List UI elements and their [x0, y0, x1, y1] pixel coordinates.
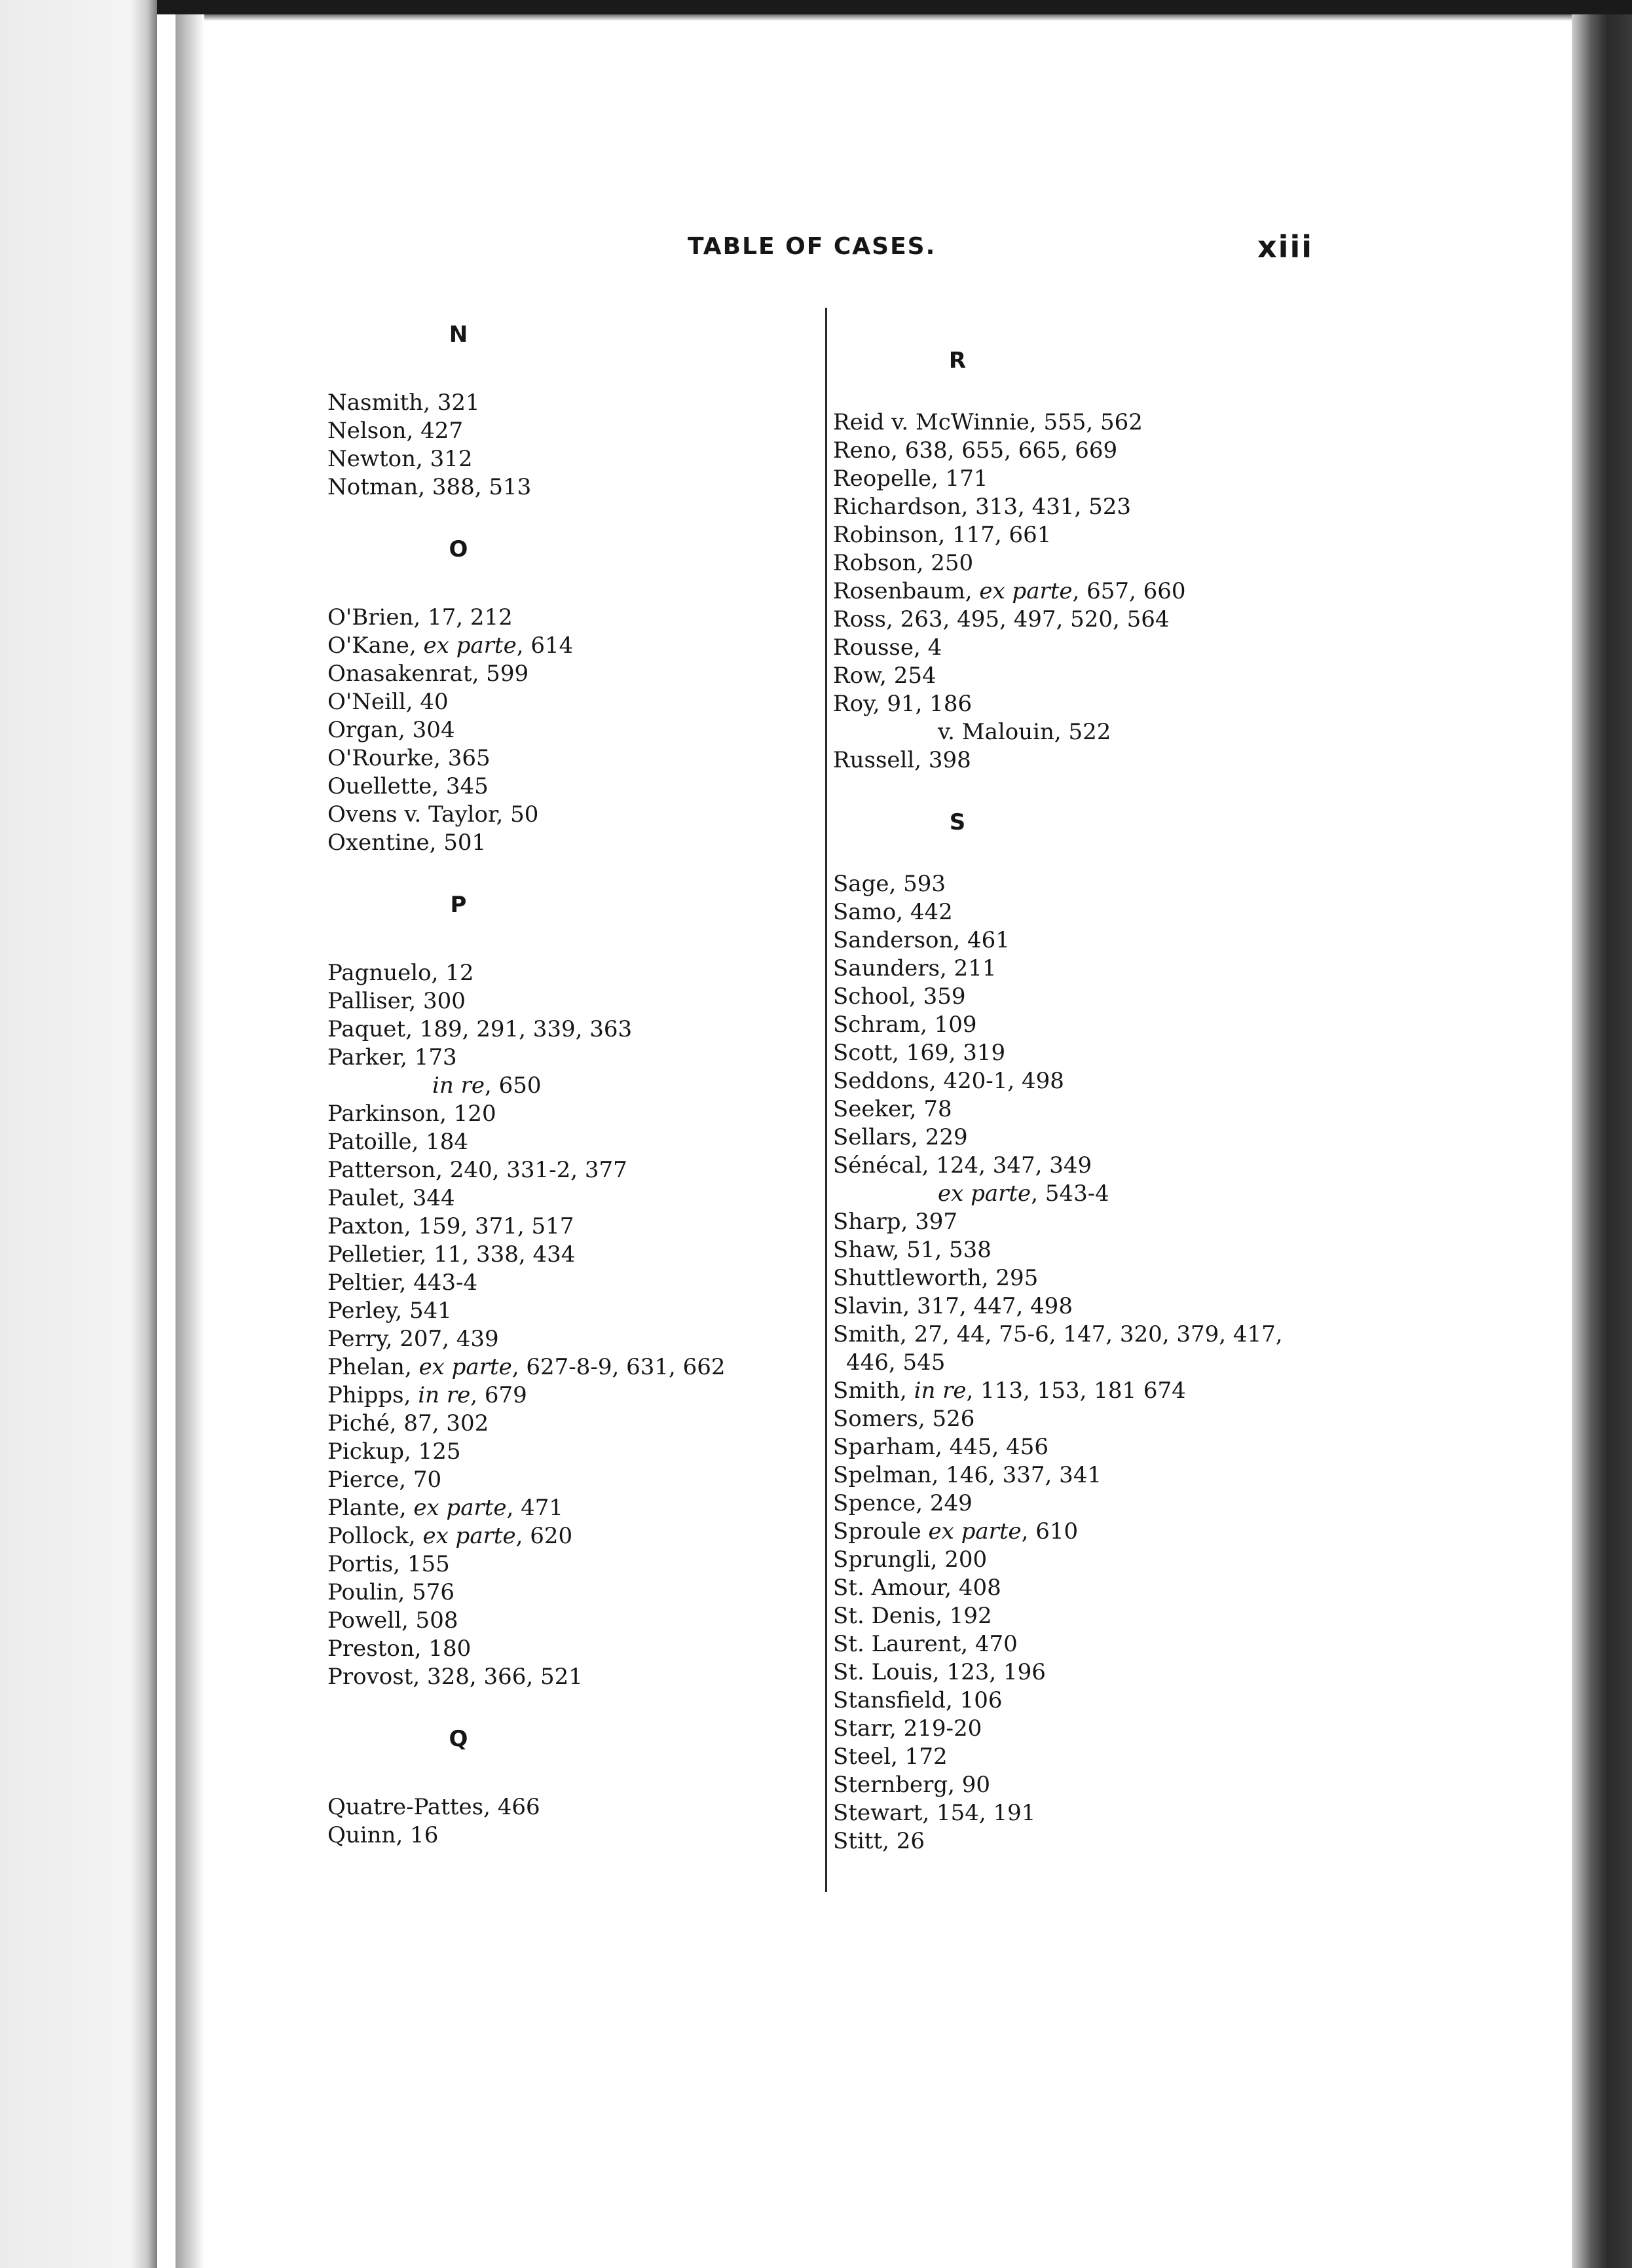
- index-entry: Phipps, in re, 679: [327, 1382, 527, 1408]
- index-entry: Reopelle, 171: [833, 466, 988, 492]
- index-entry: Paquet, 189, 291, 339, 363: [327, 1016, 633, 1042]
- index-entry: Shuttleworth, 295: [833, 1265, 1039, 1291]
- index-entry: O'Neill, 40: [327, 689, 449, 715]
- index-entry: Spelman, 146, 337, 341: [833, 1462, 1102, 1488]
- index-entry: O'Brien, 17, 212: [327, 604, 513, 631]
- index-entry: Pagnuelo, 12: [327, 960, 474, 986]
- index-entry: O'Rourke, 365: [327, 745, 491, 771]
- right-column: [833, 347, 1331, 1856]
- index-entry: Samo, 442: [833, 899, 953, 925]
- index-entry: Parkinson, 120: [327, 1101, 496, 1127]
- index-entry: Patoille, 184: [327, 1129, 469, 1155]
- index-entry: St. Louis, 123, 196: [833, 1659, 1046, 1685]
- index-entry: Portis, 155: [327, 1551, 450, 1577]
- column-divider: [825, 308, 827, 1892]
- index-entry: Sharp, 397: [833, 1209, 957, 1235]
- index-entry: Provost, 328, 366, 521: [327, 1664, 583, 1690]
- index-entry: Seeker, 78: [833, 1096, 952, 1122]
- index-entry: Poulin, 576: [327, 1579, 455, 1605]
- index-entry: Pollock, ex parte, 620: [327, 1523, 573, 1549]
- index-entry: Pickup, 125: [327, 1438, 461, 1465]
- index-entry: Nasmith, 321: [327, 390, 480, 416]
- index-entry: v. Malouin, 522: [938, 719, 1111, 745]
- index-section: [327, 1725, 812, 1850]
- index-entry: Newton, 312: [327, 446, 473, 472]
- index-entry: Starr, 219-20: [833, 1715, 982, 1742]
- index-entry: Parker, 173: [327, 1044, 457, 1070]
- section-letter: R: [948, 348, 967, 374]
- section-letter: O: [449, 536, 468, 562]
- index-entry: Perry, 207, 439: [327, 1326, 499, 1352]
- index-entry: Plante, ex parte, 471: [327, 1495, 564, 1521]
- index-entry: St. Amour, 408: [833, 1575, 1001, 1601]
- index-entry: Oxentine, 501: [327, 830, 487, 856]
- index-entry: Organ, 304: [327, 717, 455, 743]
- index-entry: O'Kane, ex parte, 614: [327, 632, 574, 659]
- scan-top-fade: [196, 14, 1572, 21]
- index-entry: Saunders, 211: [833, 955, 997, 981]
- index-section: [327, 891, 812, 1691]
- index-entry: Roy, 91, 186: [833, 691, 973, 717]
- index-entry: Robinson, 117, 661: [833, 522, 1052, 548]
- scan-top-shadow: [157, 0, 1632, 14]
- index-entry: Reno, 638, 655, 665, 669: [833, 437, 1118, 464]
- index-entry: Nelson, 427: [327, 418, 464, 444]
- index-entry: 446, 545: [846, 1349, 946, 1376]
- index-entry: School, 359: [833, 983, 966, 1010]
- index-entry: Ross, 263, 495, 497, 520, 564: [833, 606, 1170, 632]
- index-entry: Stansfield, 106: [833, 1687, 1003, 1713]
- index-entry: Stewart, 154, 191: [833, 1800, 1036, 1826]
- index-entry: Paxton, 159, 371, 517: [327, 1213, 574, 1239]
- index-entry: Sproule ex parte, 610: [833, 1518, 1079, 1545]
- index-entry: Slavin, 317, 447, 498: [833, 1293, 1073, 1319]
- entry-list: [327, 1793, 812, 1850]
- index-entry: Somers, 526: [833, 1406, 975, 1432]
- index-entry: Smith, 27, 44, 75-6, 147, 320, 379, 417,: [833, 1321, 1283, 1347]
- index-entry: Reid v. McWinnie, 555, 562: [833, 409, 1143, 435]
- index-entry: Notman, 388, 513: [327, 474, 532, 500]
- index-entry: Sprungli, 200: [833, 1546, 988, 1573]
- index-entry: Stitt, 26: [833, 1828, 925, 1854]
- index-section: [833, 809, 1331, 1856]
- index-entry: St. Denis, 192: [833, 1603, 992, 1629]
- page-number: xiii: [1257, 229, 1313, 265]
- index-entry: Ovens v. Taylor, 50: [327, 801, 539, 828]
- index-entry: Pelletier, 11, 338, 434: [327, 1241, 576, 1268]
- index-entry: Onasakenrat, 599: [327, 661, 529, 687]
- index-entry: Richardson, 313, 431, 523: [833, 494, 1132, 520]
- scan-left-margin: [0, 0, 157, 2268]
- entry-list: [833, 409, 1331, 775]
- index-entry: Quinn, 16: [327, 1822, 439, 1848]
- index-entry: in re, 650: [432, 1072, 542, 1099]
- page-fore-edge: [1572, 14, 1632, 2268]
- page-gutter-shadow: [176, 14, 204, 2268]
- left-column: [327, 321, 812, 1850]
- index-section: [833, 347, 1331, 775]
- running-title: TABLE OF CASES.: [688, 233, 937, 260]
- index-entry: Sanderson, 461: [833, 927, 1010, 953]
- index-entry: Sternberg, 90: [833, 1772, 991, 1798]
- section-letter: P: [450, 892, 467, 918]
- index-entry: Rosenbaum, ex parte, 657, 660: [833, 578, 1186, 604]
- entry-list: [327, 959, 812, 1691]
- index-entry: Peltier, 443-4: [327, 1270, 478, 1296]
- index-entry: Sellars, 229: [833, 1124, 968, 1150]
- page-header: [0, 229, 1632, 272]
- index-entry: Palliser, 300: [327, 988, 466, 1014]
- index-entry: Seddons, 420-1, 498: [833, 1068, 1064, 1094]
- index-entry: Perley, 541: [327, 1298, 452, 1324]
- index-entry: Ouellette, 345: [327, 773, 489, 799]
- index-entry: Robson, 250: [833, 550, 974, 576]
- entry-list: [833, 870, 1331, 1856]
- index-entry: St. Laurent, 470: [833, 1631, 1018, 1657]
- section-letter: Q: [449, 1726, 468, 1752]
- entry-list: [327, 389, 812, 502]
- index-entry: Russell, 398: [833, 747, 971, 773]
- index-entry: Row, 254: [833, 663, 937, 689]
- index-entry: Sparham, 445, 456: [833, 1434, 1049, 1460]
- index-entry: Piché, 87, 302: [327, 1410, 489, 1436]
- entry-list: [327, 604, 812, 857]
- index-entry: Paulet, 344: [327, 1185, 455, 1211]
- index-entry: Sage, 593: [833, 871, 946, 897]
- index-entry: Steel, 172: [833, 1744, 948, 1770]
- index-entry: ex parte, 543-4: [938, 1180, 1109, 1207]
- index-entry: Rousse, 4: [833, 634, 942, 661]
- index-entry: Spence, 249: [833, 1490, 973, 1516]
- index-entry: Smith, in re, 113, 153, 181 674: [833, 1378, 1186, 1404]
- index-entry: Schram, 109: [833, 1012, 977, 1038]
- section-letter: N: [449, 321, 468, 348]
- index-entry: Scott, 169, 319: [833, 1040, 1006, 1066]
- index-entry: Sénécal, 124, 347, 349: [833, 1152, 1092, 1179]
- section-letter: S: [949, 809, 966, 835]
- index-section: [327, 536, 812, 857]
- index-entry: Powell, 508: [327, 1607, 458, 1634]
- index-section: [327, 321, 812, 502]
- index-entry: Phelan, ex parte, 627-8-9, 631, 662: [327, 1354, 726, 1380]
- index-entry: Quatre-Pattes, 466: [327, 1794, 540, 1820]
- index-entry: Preston, 180: [327, 1636, 472, 1662]
- index-entry: Shaw, 51, 538: [833, 1237, 992, 1263]
- index-entry: Patterson, 240, 331-2, 377: [327, 1157, 627, 1183]
- index-entry: Pierce, 70: [327, 1467, 442, 1493]
